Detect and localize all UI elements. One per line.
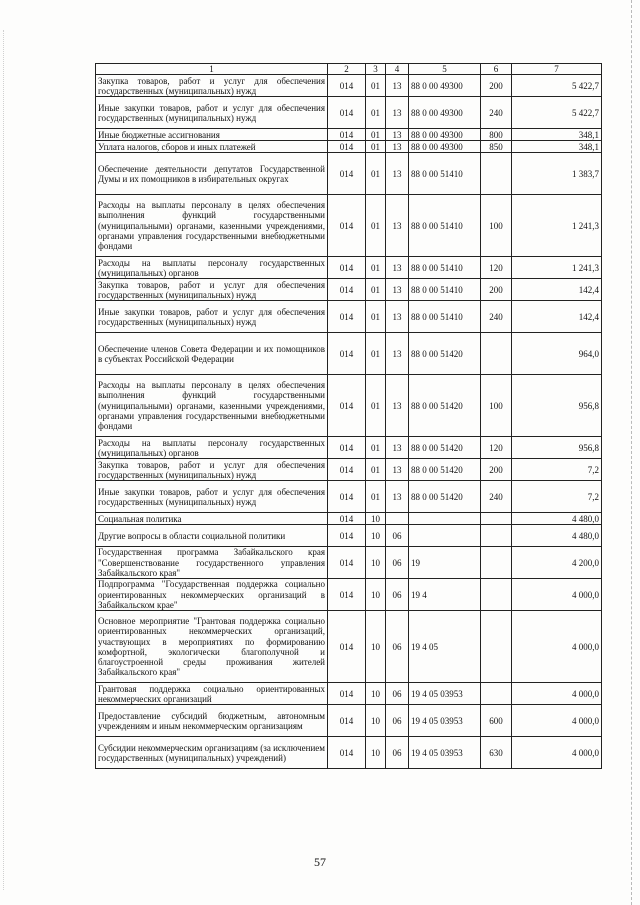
cell-department-code: 014 — [328, 459, 366, 481]
cell-name: Иные закупки товаров, работ и услуг для обеспечения государственных (муниципальных) нужд — [96, 301, 328, 333]
cell-subsection-code: 06 — [386, 611, 409, 683]
cell-name: Субсидии некоммерческим организациям (за исключением государственных (муниципальных) учреждений) — [96, 737, 328, 769]
header-col-7: 7 — [512, 64, 602, 75]
cell-subsection-code — [386, 513, 409, 525]
cell-target-article: 19 4 05 03953 — [409, 705, 481, 737]
cell-department-code: 014 — [328, 683, 366, 705]
cell-name: Государственная программа Забайкальского края "Совершенствование государственного управления Забайкальского края" — [96, 547, 328, 579]
cell-expense-type: 240 — [481, 97, 512, 129]
cell-department-code: 014 — [328, 333, 366, 375]
budget-table — [95, 63, 602, 769]
cell-amount: 956,8 — [512, 375, 602, 437]
cell-section-code: 10 — [366, 547, 386, 579]
table-row — [96, 579, 602, 611]
cell-target-article: 88 0 00 49300 — [409, 141, 481, 153]
table-row — [96, 459, 602, 481]
cell-department-code: 014 — [328, 611, 366, 683]
cell-section-code: 01 — [366, 75, 386, 97]
cell-expense-type: 100 — [481, 375, 512, 437]
cell-target-article: 88 0 00 51420 — [409, 333, 481, 375]
cell-target-article: 88 0 00 51420 — [409, 481, 481, 513]
cell-target-article: 88 0 00 51410 — [409, 153, 481, 195]
header-col-6: 6 — [481, 64, 512, 75]
cell-section-code: 01 — [366, 459, 386, 481]
cell-section-code: 01 — [366, 97, 386, 129]
cell-expense-type — [481, 683, 512, 705]
cell-name: Закупка товаров, работ и услуг для обеспечения государственных (муниципальных) нужд — [96, 75, 328, 97]
cell-subsection-code: 06 — [386, 705, 409, 737]
cell-section-code: 01 — [366, 333, 386, 375]
cell-amount: 7,2 — [512, 481, 602, 513]
table-row — [96, 437, 602, 459]
cell-section-code: 10 — [366, 525, 386, 547]
cell-subsection-code: 13 — [386, 481, 409, 513]
cell-subsection-code: 13 — [386, 375, 409, 437]
table-row — [96, 129, 602, 141]
table-row — [96, 547, 602, 579]
table-row — [96, 97, 602, 129]
cell-target-article: 19 4 05 03953 — [409, 737, 481, 769]
table-row — [96, 279, 602, 301]
cell-name: Предоставление субсидий бюджетным, автономным учреждениям и иным некоммерческим организациям — [96, 705, 328, 737]
cell-amount: 4 000,0 — [512, 611, 602, 683]
cell-name: Закупка товаров, работ и услуг для обеспечения государственных (муниципальных) нужд — [96, 459, 328, 481]
cell-target-article: 19 4 05 — [409, 611, 481, 683]
cell-amount: 348,1 — [512, 141, 602, 153]
table-row — [96, 257, 602, 279]
table-row — [96, 481, 602, 513]
cell-target-article — [409, 525, 481, 547]
cell-expense-type — [481, 525, 512, 547]
cell-expense-type — [481, 611, 512, 683]
cell-subsection-code: 13 — [386, 97, 409, 129]
cell-amount: 4 000,0 — [512, 579, 602, 611]
cell-expense-type — [481, 579, 512, 611]
cell-name: Другие вопросы в области социальной политики — [96, 525, 328, 547]
table-row — [96, 333, 602, 375]
cell-target-article: 88 0 00 49300 — [409, 75, 481, 97]
cell-name: Расходы на выплаты персоналу в целях обеспечения выполнения функций государственными (муниципальными) органами, казенными учреждениями, органами управления государственными внебюджетными фондами — [96, 195, 328, 257]
table-row — [96, 75, 602, 97]
header-col-3: 3 — [366, 64, 386, 75]
cell-subsection-code: 13 — [386, 437, 409, 459]
cell-name: Обеспечение деятельности депутатов Государственной Думы и их помощников в избирательных округах — [96, 153, 328, 195]
cell-subsection-code: 13 — [386, 279, 409, 301]
cell-amount: 1 383,7 — [512, 153, 602, 195]
header-col-1: 1 — [96, 64, 328, 75]
cell-name: Расходы на выплаты персоналу в целях обеспечения выполнения функций государственными (муниципальными) органами, казенными учреждениями, органами управления государственными внебюджетными фондами — [96, 375, 328, 437]
table-row — [96, 195, 602, 257]
cell-name: Закупка товаров, работ и услуг для обеспечения государственных (муниципальных) нужд — [96, 279, 328, 301]
cell-section-code: 10 — [366, 513, 386, 525]
cell-department-code: 014 — [328, 737, 366, 769]
cell-name: Расходы на выплаты персоналу государственных (муниципальных) органов — [96, 257, 328, 279]
cell-subsection-code: 06 — [386, 547, 409, 579]
cell-amount: 142,4 — [512, 279, 602, 301]
cell-amount: 4 000,0 — [512, 737, 602, 769]
cell-name: Подпрограмма "Государственная поддержка социально ориентированных некоммерческих организаций в Забайкальском крае" — [96, 579, 328, 611]
cell-department-code: 014 — [328, 579, 366, 611]
cell-expense-type: 630 — [481, 737, 512, 769]
cell-department-code: 014 — [328, 257, 366, 279]
cell-subsection-code: 06 — [386, 737, 409, 769]
cell-section-code: 01 — [366, 481, 386, 513]
cell-amount: 142,4 — [512, 301, 602, 333]
cell-expense-type: 600 — [481, 705, 512, 737]
cell-department-code: 014 — [328, 279, 366, 301]
table-row — [96, 611, 602, 683]
cell-department-code: 014 — [328, 141, 366, 153]
cell-department-code: 014 — [328, 513, 366, 525]
table-row — [96, 513, 602, 525]
cell-department-code: 014 — [328, 547, 366, 579]
cell-department-code: 014 — [328, 705, 366, 737]
cell-department-code: 014 — [328, 375, 366, 437]
cell-target-article: 88 0 00 51410 — [409, 301, 481, 333]
table-row — [96, 683, 602, 705]
cell-expense-type: 120 — [481, 257, 512, 279]
table-row — [96, 375, 602, 437]
cell-amount: 5 422,7 — [512, 75, 602, 97]
table-row — [96, 141, 602, 153]
cell-name: Иные бюджетные ассигнования — [96, 129, 328, 141]
cell-amount: 1 241,3 — [512, 195, 602, 257]
cell-target-article: 88 0 00 51410 — [409, 257, 481, 279]
cell-expense-type — [481, 547, 512, 579]
cell-name: Иные закупки товаров, работ и услуг для обеспечения государственных (муниципальных) нужд — [96, 481, 328, 513]
cell-section-code: 01 — [366, 257, 386, 279]
cell-amount: 4 000,0 — [512, 705, 602, 737]
cell-department-code: 014 — [328, 195, 366, 257]
cell-section-code: 01 — [366, 129, 386, 141]
cell-section-code: 10 — [366, 737, 386, 769]
cell-subsection-code: 13 — [386, 75, 409, 97]
table-header-row — [96, 64, 602, 75]
cell-section-code: 01 — [366, 153, 386, 195]
cell-amount: 4 480,0 — [512, 525, 602, 547]
header-col-2: 2 — [328, 64, 366, 75]
cell-department-code: 014 — [328, 525, 366, 547]
cell-section-code: 01 — [366, 195, 386, 257]
cell-expense-type: 800 — [481, 129, 512, 141]
cell-name: Социальная политика — [96, 513, 328, 525]
page-number: 57 — [314, 855, 326, 869]
cell-expense-type — [481, 153, 512, 195]
cell-department-code: 014 — [328, 129, 366, 141]
scan-edge-left — [3, 30, 5, 890]
cell-amount: 5 422,7 — [512, 97, 602, 129]
cell-name: Основное мероприятие "Грантовая поддержка социально ориентированных некоммерческих организаций, участвующих в мероприятиях по формированию комфортной, экологически благополучной и благоустроенной среды проживания жителей Забайкальского края" — [96, 611, 328, 683]
cell-target-article: 88 0 00 49300 — [409, 97, 481, 129]
table-row — [96, 705, 602, 737]
cell-amount: 1 241,3 — [512, 257, 602, 279]
table-row — [96, 153, 602, 195]
cell-target-article: 19 4 — [409, 579, 481, 611]
cell-expense-type: 200 — [481, 75, 512, 97]
cell-target-article: 88 0 00 51420 — [409, 459, 481, 481]
cell-target-article: 88 0 00 51420 — [409, 375, 481, 437]
cell-target-article: 88 0 00 49300 — [409, 129, 481, 141]
cell-section-code: 01 — [366, 141, 386, 153]
cell-expense-type — [481, 513, 512, 525]
cell-expense-type: 100 — [481, 195, 512, 257]
cell-expense-type: 200 — [481, 279, 512, 301]
cell-target-article: 88 0 00 51410 — [409, 279, 481, 301]
cell-section-code: 10 — [366, 579, 386, 611]
cell-subsection-code: 13 — [386, 141, 409, 153]
cell-subsection-code: 13 — [386, 195, 409, 257]
cell-expense-type: 120 — [481, 437, 512, 459]
cell-department-code: 014 — [328, 97, 366, 129]
cell-name: Обеспечение членов Совета Федерации и их помощников в субъектах Российской Федерации — [96, 333, 328, 375]
cell-amount: 348,1 — [512, 129, 602, 141]
cell-amount: 964,0 — [512, 333, 602, 375]
cell-subsection-code: 13 — [386, 257, 409, 279]
cell-section-code: 10 — [366, 705, 386, 737]
cell-section-code: 10 — [366, 683, 386, 705]
cell-section-code: 01 — [366, 437, 386, 459]
cell-target-article: 19 — [409, 547, 481, 579]
cell-section-code: 01 — [366, 375, 386, 437]
cell-department-code: 014 — [328, 153, 366, 195]
cell-subsection-code: 13 — [386, 459, 409, 481]
cell-name: Уплата налогов, сборов и иных платежей — [96, 141, 328, 153]
cell-section-code: 10 — [366, 611, 386, 683]
cell-expense-type: 850 — [481, 141, 512, 153]
cell-target-article — [409, 513, 481, 525]
cell-name: Грантовая поддержка социально ориентированных некоммерческих организаций — [96, 683, 328, 705]
table-row — [96, 737, 602, 769]
cell-subsection-code: 13 — [386, 301, 409, 333]
cell-department-code: 014 — [328, 75, 366, 97]
cell-target-article: 19 4 05 03953 — [409, 683, 481, 705]
cell-target-article: 88 0 00 51410 — [409, 195, 481, 257]
cell-expense-type — [481, 333, 512, 375]
cell-amount: 4 200,0 — [512, 547, 602, 579]
table-row — [96, 301, 602, 333]
cell-amount: 956,8 — [512, 437, 602, 459]
cell-department-code: 014 — [328, 301, 366, 333]
cell-expense-type: 240 — [481, 481, 512, 513]
cell-section-code: 01 — [366, 301, 386, 333]
cell-amount: 4 000,0 — [512, 683, 602, 705]
cell-target-article: 88 0 00 51420 — [409, 437, 481, 459]
cell-subsection-code: 13 — [386, 153, 409, 195]
cell-amount: 7,2 — [512, 459, 602, 481]
table-body — [96, 75, 602, 769]
scan-edge-right — [630, 0, 632, 905]
cell-subsection-code: 13 — [386, 129, 409, 141]
cell-department-code: 014 — [328, 481, 366, 513]
cell-department-code: 014 — [328, 437, 366, 459]
cell-subsection-code: 06 — [386, 525, 409, 547]
header-col-5: 5 — [409, 64, 481, 75]
cell-subsection-code: 13 — [386, 333, 409, 375]
cell-section-code: 01 — [366, 279, 386, 301]
cell-subsection-code: 06 — [386, 683, 409, 705]
cell-subsection-code: 06 — [386, 579, 409, 611]
cell-amount: 4 480,0 — [512, 513, 602, 525]
cell-expense-type: 200 — [481, 459, 512, 481]
cell-name: Иные закупки товаров, работ и услуг для обеспечения государственных (муниципальных) нужд — [96, 97, 328, 129]
cell-expense-type: 240 — [481, 301, 512, 333]
header-col-4: 4 — [386, 64, 409, 75]
table-row — [96, 525, 602, 547]
cell-name: Расходы на выплаты персоналу государственных (муниципальных) органов — [96, 437, 328, 459]
